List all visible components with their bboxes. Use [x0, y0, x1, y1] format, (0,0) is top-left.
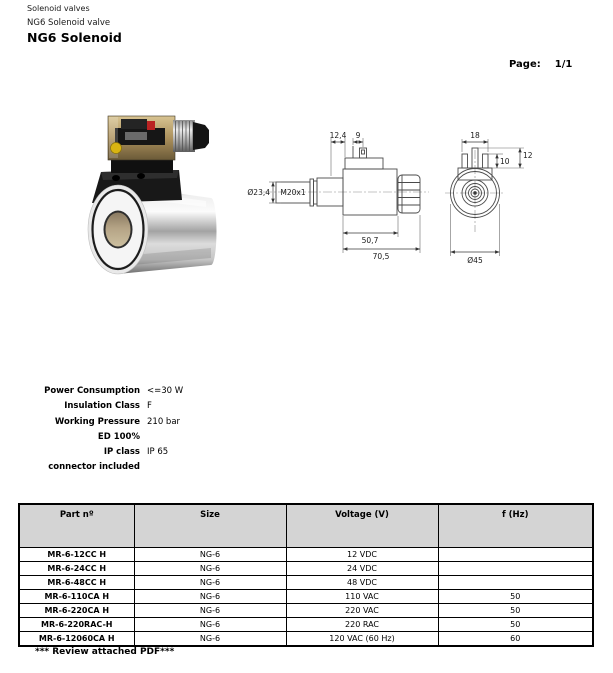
dim-12-4: 12,4: [329, 131, 347, 140]
footer-note: *** Review attached PDF***: [35, 647, 175, 657]
col-header-size: Size: [134, 504, 286, 548]
dimension-labels: [247, 131, 532, 265]
dim-10: 10: [500, 157, 510, 166]
cell-size: NG-6: [134, 576, 286, 590]
gland-nut: [193, 122, 209, 150]
spec-label: Working Pressure: [54, 416, 140, 427]
cell-size: NG-6: [134, 548, 286, 562]
cell-size: NG-6: [134, 590, 286, 604]
spec-value: IP 65: [147, 447, 169, 458]
table-row: [19, 590, 593, 604]
coil-bore: [106, 213, 131, 247]
table-row: [19, 576, 593, 590]
cell-voltage: 120 VAC (60 Hz): [286, 632, 438, 647]
table-row: [19, 548, 593, 562]
cell-voltage: 220 VAC: [286, 604, 438, 618]
col-header-part-no: Part nº: [19, 504, 134, 548]
spec-power-consumption: [30, 384, 183, 399]
coil-front-face: [88, 185, 148, 274]
cell-part-no: MR-6-220CA H: [19, 604, 134, 618]
spec-ed: [30, 430, 183, 445]
spec-value: 210 bar: [147, 416, 181, 427]
table-row: [19, 562, 593, 576]
spec-ip-class: [30, 445, 183, 460]
cell-frequency: 60: [438, 632, 593, 647]
spec-insulation-class: [30, 399, 183, 414]
dim-18: 18: [470, 131, 480, 140]
page-indicator: [509, 59, 572, 70]
table-row: [19, 632, 593, 647]
cell-voltage: 24 VDC: [286, 562, 438, 576]
dim-diameter-23-4: Ø23,4: [247, 188, 270, 197]
parts-table: [18, 503, 594, 647]
parts-table-body: [19, 548, 593, 647]
spec-label: connector included: [48, 462, 140, 473]
cell-part-no: MR-6-110CA H: [19, 590, 134, 604]
cell-frequency: 50: [438, 604, 593, 618]
spec-value: <=30 W: [147, 386, 184, 396]
col-header-voltage: Voltage (V): [286, 504, 438, 548]
page-label: Page:: [509, 59, 541, 70]
spec-label: ED 100%: [97, 431, 140, 442]
dim-9: 9: [355, 131, 361, 140]
cell-frequency: [438, 576, 593, 590]
page-title: NG6 Solenoid: [27, 30, 122, 45]
product-photo: [85, 106, 217, 278]
spec-label: IP class: [103, 447, 140, 458]
cell-voltage: 12 VDC: [286, 548, 438, 562]
cell-part-no: MR-6-220RAC-H: [19, 618, 134, 632]
cell-frequency: [438, 562, 593, 576]
cell-size: NG-6: [134, 562, 286, 576]
spec-connector-included: [30, 460, 183, 475]
side-view: [263, 146, 429, 215]
cell-part-no: MR-6-12CC H: [19, 548, 134, 562]
dim-50-7: 50,7: [361, 236, 379, 245]
page-number: 1/1: [554, 59, 573, 70]
yellow-label-dot: [111, 143, 122, 154]
spec-label: Insulation Class: [64, 401, 140, 412]
cell-frequency: 50: [438, 618, 593, 632]
spec-value: F: [147, 401, 152, 412]
front-view: [445, 148, 505, 232]
cell-part-no: MR-6-24CC H: [19, 562, 134, 576]
doc-subtitle: NG6 Solenoid valve: [27, 18, 111, 28]
cable-gland: [173, 120, 195, 152]
spec-label: Power Consumption: [44, 386, 140, 396]
cell-size: NG-6: [134, 604, 286, 618]
table-row: [19, 604, 593, 618]
doc-category: Solenoid valves: [27, 4, 90, 13]
din-connector: [108, 116, 209, 173]
dim-diameter-45: Ø45: [467, 256, 483, 265]
cell-voltage: 220 RAC: [286, 618, 438, 632]
spec-working-pressure: [30, 415, 183, 430]
dim-70-5: 70,5: [372, 252, 390, 261]
cell-voltage: 48 VDC: [286, 576, 438, 590]
cell-part-no: MR-6-12060CA H: [19, 632, 134, 647]
cell-voltage: 110 VAC: [286, 590, 438, 604]
dim-12: 12: [523, 151, 533, 160]
cell-part-no: MR-6-48CC H: [19, 576, 134, 590]
col-header-frequency: f (Hz): [438, 504, 593, 548]
table-row: [19, 618, 593, 632]
cell-frequency: 50: [438, 590, 593, 604]
spec-list: [30, 384, 183, 476]
extension-lines: [269, 138, 524, 256]
cell-frequency: [438, 548, 593, 562]
technical-drawing: [233, 112, 613, 270]
cell-size: NG-6: [134, 632, 286, 647]
thread-label: M20x1: [280, 188, 306, 197]
cell-size: NG-6: [134, 618, 286, 632]
table-header-row: [19, 504, 593, 548]
